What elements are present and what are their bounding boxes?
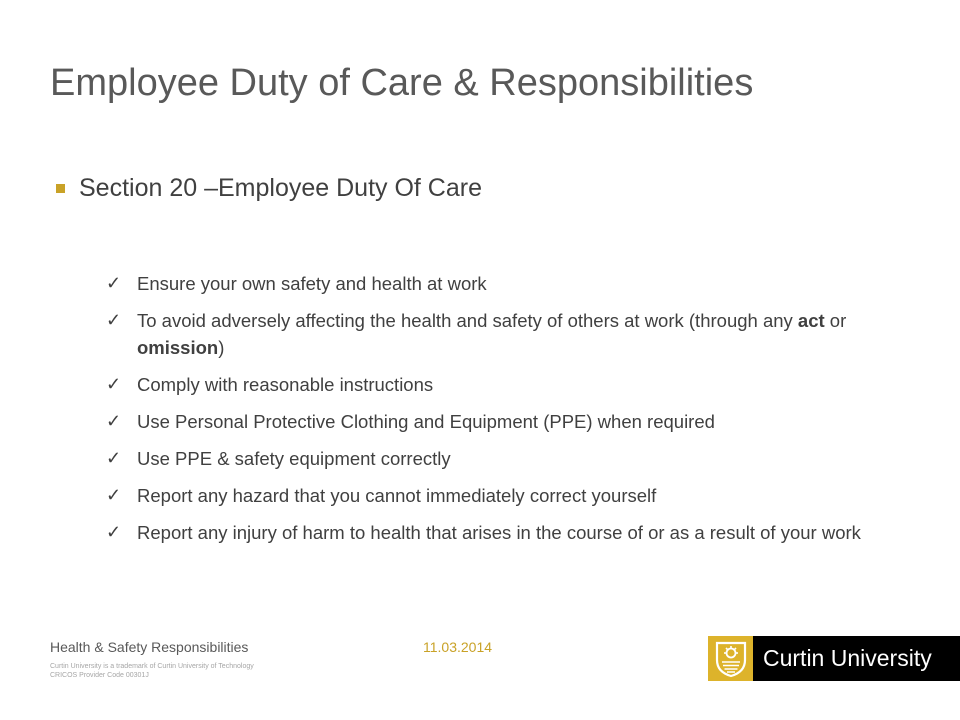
checkmark-icon: ✓ bbox=[106, 411, 122, 431]
section-heading bbox=[56, 174, 482, 203]
checklist-item bbox=[106, 519, 906, 546]
checklist-item-text: Report any injury of harm to health that arises in the course of or as a result of your work bbox=[137, 522, 861, 543]
checklist-item-text-post: ) bbox=[218, 337, 225, 358]
footer-trademark: Curtin University is a trademark of Curtin University of Technology bbox=[50, 663, 254, 670]
checklist-item bbox=[106, 371, 906, 398]
curtin-logo bbox=[708, 636, 960, 681]
footer-left bbox=[50, 639, 254, 680]
checkmark-icon: ✓ bbox=[106, 485, 122, 505]
square-bullet-icon bbox=[56, 184, 65, 193]
checklist-item-text-mid: or bbox=[824, 310, 847, 331]
section-title: Section 20 –Employee Duty Of Care bbox=[79, 174, 482, 202]
checklist-item-text: Report any hazard that you cannot immediately correct yourself bbox=[137, 485, 657, 506]
checklist-item-text: Ensure your own safety and health at work bbox=[137, 273, 487, 294]
curtin-crest-icon bbox=[708, 636, 753, 681]
footer-date: 11.03.2014 bbox=[423, 639, 493, 655]
checklist-item-text: Use Personal Protective Clothing and Equipment (PPE) when required bbox=[137, 411, 715, 432]
checklist-item-text-pre: To avoid adversely affecting the health and safety of others at work (through any bbox=[137, 310, 798, 331]
checkmark-icon: ✓ bbox=[106, 522, 122, 542]
checklist-item bbox=[106, 408, 906, 435]
checklist-item-text: Use PPE & safety equipment correctly bbox=[137, 448, 451, 469]
checklist-item bbox=[106, 307, 906, 361]
checkmark-icon: ✓ bbox=[106, 374, 122, 394]
checklist-item bbox=[106, 270, 906, 297]
emphasis-omission: omission bbox=[137, 337, 219, 358]
footer-cricos: CRICOS Provider Code 00301J bbox=[50, 672, 149, 679]
checklist-item bbox=[106, 445, 906, 472]
duty-checklist bbox=[106, 270, 906, 556]
checkmark-icon: ✓ bbox=[106, 310, 122, 330]
logo-wordmark: Curtin University bbox=[753, 636, 960, 681]
emphasis-act: act bbox=[797, 310, 825, 331]
checklist-item bbox=[106, 482, 906, 509]
checkmark-icon: ✓ bbox=[106, 273, 122, 293]
slide-title: Employee Duty of Care & Responsibilities bbox=[50, 62, 754, 104]
footer-subject: Health & Safety Responsibilities bbox=[50, 639, 249, 655]
checklist-item-text: Comply with reasonable instructions bbox=[137, 374, 434, 395]
checkmark-icon: ✓ bbox=[106, 448, 122, 468]
